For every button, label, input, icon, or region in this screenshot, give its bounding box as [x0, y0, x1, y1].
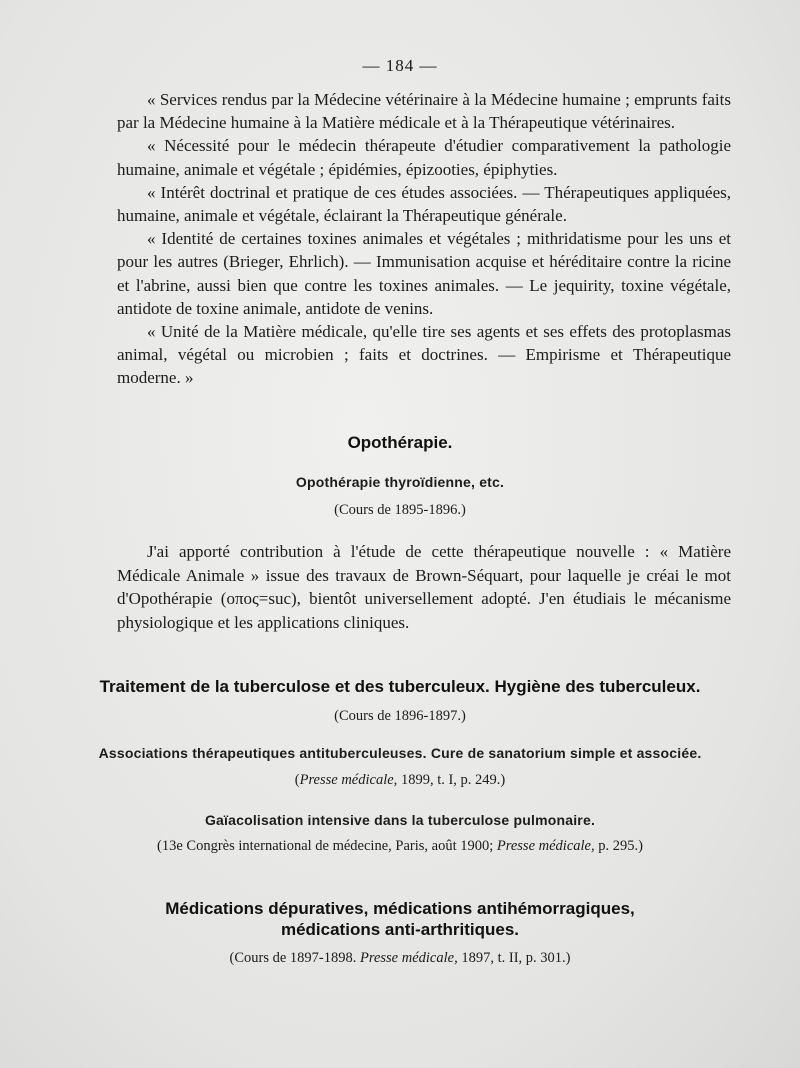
ref-details: (13e Congrès international de médecine, Paris, août 1900; [157, 838, 497, 854]
subheading-associations-therapeutiques: Associations thérapeutiques antituberculeuses. Cure de sanatorium simple et associée. [98, 745, 702, 761]
section-heading-opotherapie: Opothérapie. [347, 433, 453, 452]
reference-cours-1895: (Cours de 1895-1896.) [334, 502, 466, 518]
reference-presse-medicale-1899 [0, 772, 800, 789]
opotherapie-paragraph: J'ai apporté contribution à l'étude de cette thérapeutique nouvelle : « Matière Médicale Animale » issue des travaux de Brown-Séquart, pour laquelle je créai le mot d'Opothérapie (οπος=suc), bientôt universellement adopté. J'en étudiais le mécanisme physiologique et les applications cliniques. [117, 542, 731, 632]
section-heading-tuberculose: Traitement de la tuberculose et des tuberculeux. Hygiène des tuberculeux. [99, 677, 701, 696]
intro-paragraph: « Unité de la Matière médicale, qu'elle tire ses agents et ses effets des protoplasmas animal, végétal ou microbien ; faits et doctrines. — Empirisme et Thérapeutique moderne. » [117, 322, 731, 388]
intro-paragraph: « Nécessité pour le médecin thérapeute d'étudier comparativement la pathologie humaine, animale et végétale ; épidémies, épizooties, épiphyties. [117, 136, 731, 179]
journal-title: Presse médicale, [299, 772, 398, 788]
subheading-gaiacolisation: Gaïacolisation intensive dans la tuberculose pulmonaire. [204, 812, 596, 828]
reference-cours-1897 [0, 950, 800, 967]
intro-paragraph: « Intérêt doctrinal et pratique de ces études associées. — Thérapeutiques appliquées, humaine, animale et végétale, éclairant la Thérapeutique générale. [117, 182, 731, 226]
page-number: — 184 — [362, 56, 438, 75]
section-heading-medications [0, 898, 800, 940]
intro-paragraph: « Identité de certaines toxines animales et végétales ; mithridatisme pour les uns et pour les autres (Brieger, Ehrlich). — Immunisation acquise et héréditaire contre la ricine et l'abrine, aussi bien que contre les toxines animales. — Le jequirity, toxine végétale, antidote de toxine animale, antidote de venins. [117, 229, 731, 318]
intro-text-block [117, 88, 731, 390]
ref-details: 1897, t. II, p. 301.) [457, 950, 571, 966]
intro-paragraph: « Services rendus par la Médecine vétérinaire à la Médecine humaine ; emprunts faits par la Médecine humaine à la Matière médicale et à la Thérapeutique vétérinaires. [117, 90, 731, 133]
heading-line: Médications dépuratives, médications antihémorragiques, [165, 899, 635, 918]
journal-title: Presse médicale, [360, 950, 458, 966]
reference-cours-1896: (Cours de 1896-1897.) [334, 708, 466, 724]
ref-details: (Cours de 1897-1898. [229, 950, 360, 966]
ref-details: 1899, t. I, p. 249.) [397, 772, 506, 788]
ref-details: p. 295.) [594, 838, 643, 854]
reference-congres-1900 [0, 838, 800, 855]
opotherapie-text-block [117, 540, 731, 634]
subheading-opotherapie-thyroidienne: Opothérapie thyroïdienne, etc. [295, 474, 505, 490]
ref-open-paren: ( [294, 772, 300, 788]
journal-title: Presse médicale, [496, 838, 595, 854]
heading-line: médications anti-arthritiques. [280, 920, 520, 939]
